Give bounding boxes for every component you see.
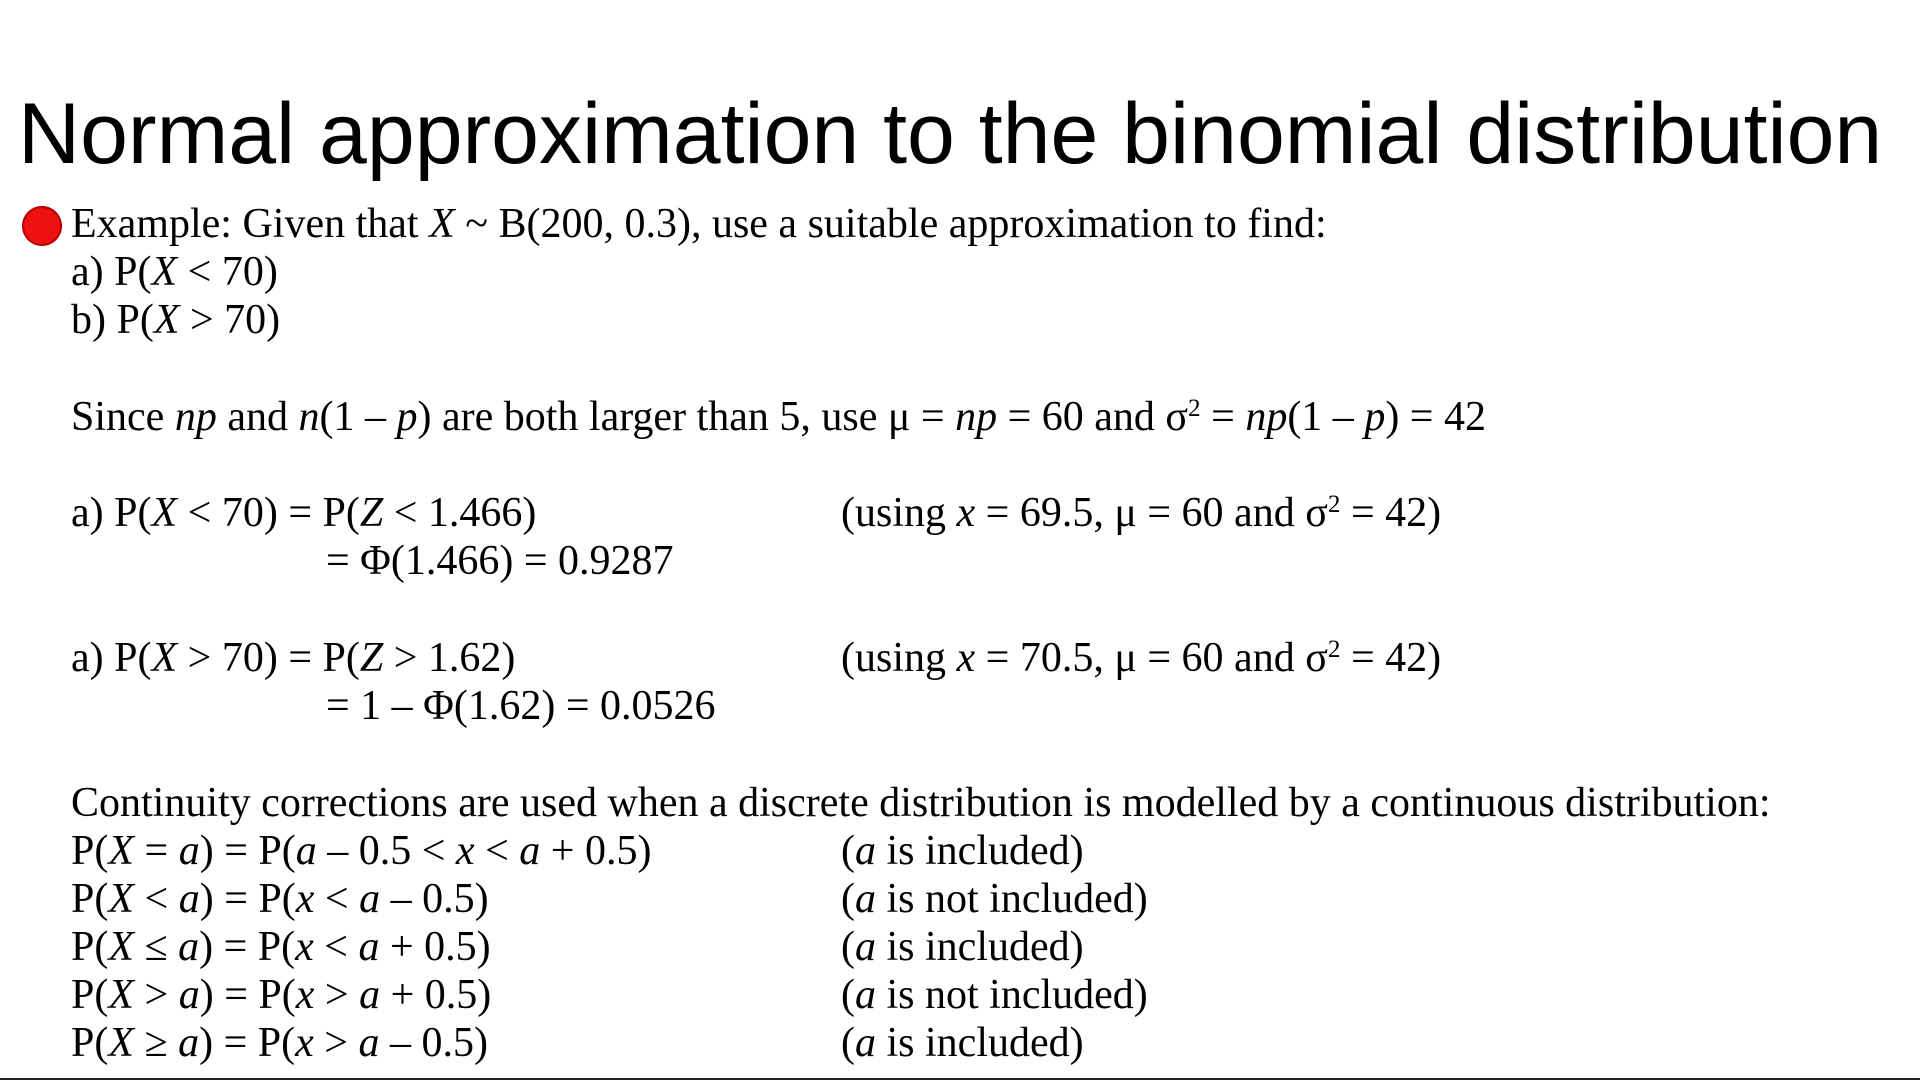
- answer-a-note: (using x = 69.5, μ = 60 and $\sigma^2 = 42$): [841, 490, 1442, 536]
- conditions-line: Since np and n(1 – p) are both larger than 5, use μ = np = 60 and $\sigma^2 = np(1 - p) = 42$: [71, 394, 1486, 440]
- continuity-note-less-equal: (a is included): [841, 924, 1084, 970]
- slide-title: Normal approximation to the binomial distribution: [18, 86, 1883, 182]
- continuity-note-greater-equal: (a is included): [841, 1020, 1084, 1066]
- continuity-note-equal: (a is included): [841, 828, 1084, 874]
- answer-a-line1: a) P(X < 70) = P(Z < 1.466): [71, 490, 537, 536]
- answer-b-line1: a) P(X > 70) = P(Z > 1.62): [71, 635, 516, 681]
- continuity-row-greater: P(X > a) = P(x > a + 0.5): [71, 972, 492, 1018]
- example-part-b: b) P(X > 70): [71, 297, 281, 343]
- continuity-row-equal: P(X = a) = P(a – 0.5 < x < a + 0.5): [71, 828, 652, 874]
- continuity-row-less-equal: P(X ≤ a) = P(x < a + 0.5): [71, 924, 491, 970]
- example-part-a: a) P(X < 70): [71, 249, 278, 295]
- continuity-note-greater: (a is not included): [841, 972, 1148, 1018]
- continuity-row-less: P(X < a) = P(x < a – 0.5): [71, 876, 489, 922]
- continuity-intro: Continuity corrections are used when a discrete distribution is modelled by a continuous distribution:: [71, 780, 1771, 826]
- answer-b-line2: = 1 – Φ(1.62) = 0.0526: [326, 683, 716, 729]
- answer-a-line2: = Φ(1.466) = 0.9287: [326, 538, 674, 584]
- bullet-dot-icon: [22, 206, 62, 246]
- continuity-row-greater-equal: P(X ≥ a) = P(x > a – 0.5): [71, 1020, 488, 1066]
- continuity-note-less: (a is not included): [841, 876, 1148, 922]
- answer-b-note: (using x = 70.5, μ = 60 and $\sigma^2 = 42$): [841, 635, 1442, 681]
- example-statement: Example: Given that X ~ B(200, 0.3), use a suitable approximation to find:: [71, 201, 1327, 247]
